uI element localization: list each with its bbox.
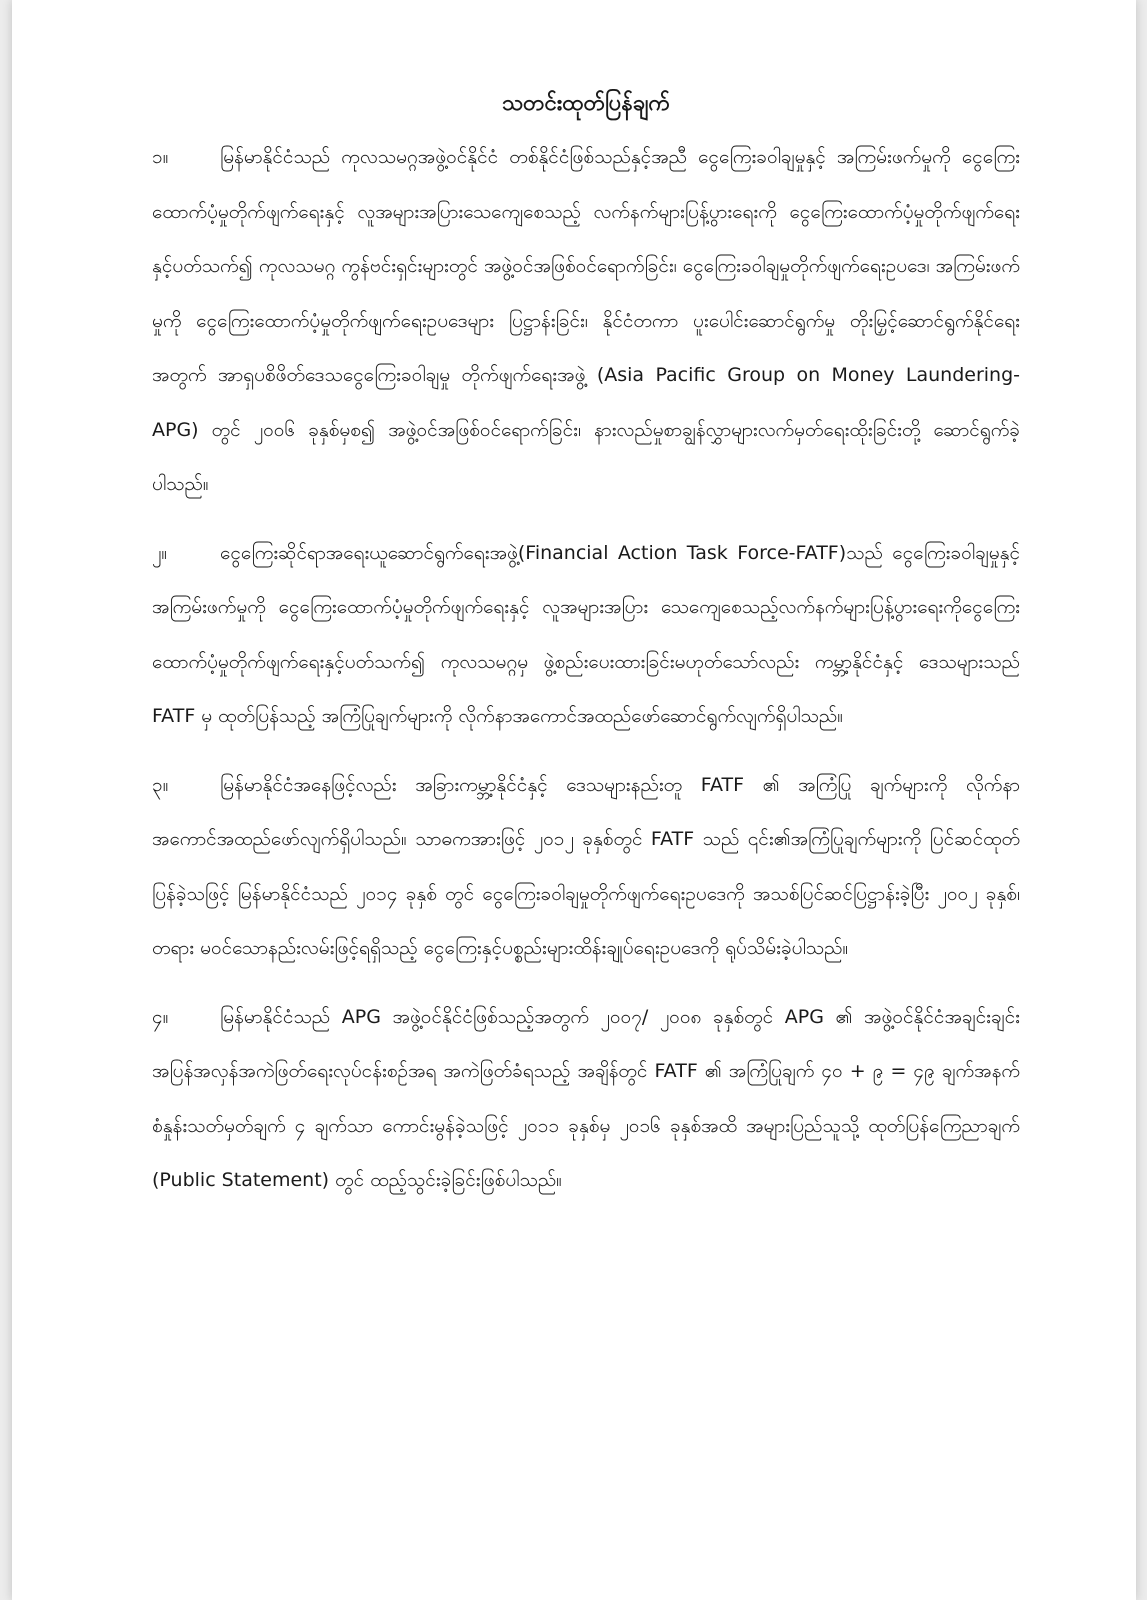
document-title: သတင်းထုတ်ပြန်ချက် — [501, 91, 671, 116]
paragraph-text: ငွေကြေးဆိုင်ရာအရေးယူဆောင်ရွက်ရေးအဖွဲ့(Financial Action Task Force-FATF)သည် ငွေကြေးခဝါချမှုနှင့် အကြမ်းဖက်မှုကို ငွေကြေးထောက်ပံ့မှုတိုက်ဖျက်ရေးနှင့် လူအများအပြား သေကျေစေသည့်လက်နက်များပြန့်ပွားရေးကိုငွေကြေးထောက်ပံ့မှုတိုက်ဖျက်ရေးနှင့်ပတ်သက်၍ ကုလသမဂ္ဂမှ ဖွဲ့စည်းပေးထားခြင်းမဟုတ်သော်လည်း ကမ္ဘာ့နိုင်ငံနှင့် ဒေသများသည် FATF မှ ထုတ်ပြန်သည့် အကြံပြုချက်များကို လိုက်နာအကောင်အထည်ဖော်ဆောင်ရွက်လျက်ရှိပါသည်။ — [152, 541, 1020, 727]
paragraph-number: ၄။ — [152, 1005, 169, 1028]
paragraph-2 — [152, 526, 1020, 744]
paragraph-text: မြန်မာနိုင်ငံသည် APG အဖွဲ့ဝင်နိုင်ငံဖြစ်သည့်အတွက် ၂၀၀၇/ ၂၀၀၈ ခုနှစ်တွင် APG ၏ အဖွဲ့ဝင်နိုင်ငံအချင်းချင်း အပြန်အလှန်အကဲဖြတ်ရေးလုပ်ငန်းစဉ်အရ အကဲဖြတ်ခံရသည့် အချိန်တွင် FATF ၏ အကြံပြုချက် ၄၀ + ၉ = ၄၉ ချက်အနက် စံနှုန်းသတ်မှတ်ချက် ၄ ချက်သာ ကောင်းမွန်ခဲ့သဖြင့် ၂၀၁၁ ခုနှစ်မှ ၂၀၁၆ ခုနှစ်အထိ အများပြည်သူသို့ ထုတ်ပြန်ကြေညာချက် (Public Statement) တွင် ထည့်သွင်းခဲ့ခြင်းဖြစ်ပါသည်။ — [152, 1005, 1020, 1191]
paragraph-number: ၂။ — [152, 541, 168, 564]
paragraph-number: ၃။ — [152, 773, 169, 796]
document-page — [12, 0, 1136, 1600]
paragraph-3 — [152, 758, 1020, 976]
paragraph-1 — [152, 130, 1020, 512]
paragraph-4 — [152, 990, 1020, 1208]
paragraph-text: မြန်မာနိုင်ငံအနေဖြင့်လည်း အခြားကမ္ဘာ့နိုင်ငံနှင့် ဒေသများနည်းတူ FATF ၏ အကြံပြု ချက်များကို လိုက်နာအကောင်အထည်ဖော်လျက်ရှိပါသည်။ သာဓကအားဖြင့် ၂၀၁၂ ခုနှစ်တွင် FATF သည် ၎င်း၏အကြံပြုချက်များကို ပြင်ဆင်ထုတ်ပြန်ခဲ့သဖြင့် မြန်မာနိုင်ငံသည် ၂၀၁၄ ခုနှစ် တွင် ငွေကြေးခဝါချမှုတိုက်ဖျက်ရေးဥပဒေကို အသစ်ပြင်ဆင်ပြဋ္ဌာန်းခဲ့ပြီး ၂၀၀၂ ခုနှစ်၊ တရား မဝင်သောနည်းလမ်းဖြင့်ရရှိသည့် ငွေကြေးနှင့်ပစ္စည်းများထိန်းချုပ်ရေးဥပဒေကို ရုပ်သိမ်းခဲ့ပါသည်။ — [152, 773, 1020, 959]
paragraph-number: ၁။ — [152, 146, 169, 168]
paragraph-text: မြန်မာနိုင်ငံသည် ကုလသမဂ္ဂအဖွဲ့ဝင်နိုင်ငံ တစ်နိုင်ငံဖြစ်သည်နှင့်အညီ ငွေကြေးခဝါချမှုနှင့် အကြမ်းဖက်မှုကို ငွေကြေးထောက်ပံ့မှုတိုက်ဖျက်ရေးနှင့် လူအများအပြားသေကျေစေသည့် လက်နက်များပြန့်ပွားရေးကို ငွေကြေးထောက်ပံ့မှုတိုက်ဖျက်ရေးနှင့်ပတ်သက်၍ ကုလသမဂ္ဂ ကွန်ဗင်းရှင်းများတွင် အဖွဲ့ဝင်အဖြစ်ဝင်ရောက်ခြင်း၊ ငွေကြေးခဝါချမှုတိုက်ဖျက်ရေးဥပဒေ၊ အကြမ်းဖက်မှုကို ငွေကြေးထောက်ပံ့မှုတိုက်ဖျက်ရေးဥပဒေများ ပြဋ္ဌာန်းခြင်း၊ နိုင်ငံတကာ ပူးပေါင်းဆောင်ရွက်မှု တိုးမြှင့်ဆောင်ရွက်နိုင်ရေးအတွက် အာရှပစိဖိတ်ဒေသငွေကြေးခဝါချမှု တိုက်ဖျက်ရေးအဖွဲ့ (Asia Pacific Group on Money Laundering-APG) တွင် ၂၀၀၆ ခုနှစ်မှစ၍ အဖွဲ့ဝင်အဖြစ်ဝင်ရောက်ခြင်း၊ နားလည်မှုစာချွန်လွှာများလက်မှတ်ရေးထိုးခြင်းတို့ ဆောင်ရွက်ခဲ့ ပါသည်။ — [152, 146, 1020, 495]
